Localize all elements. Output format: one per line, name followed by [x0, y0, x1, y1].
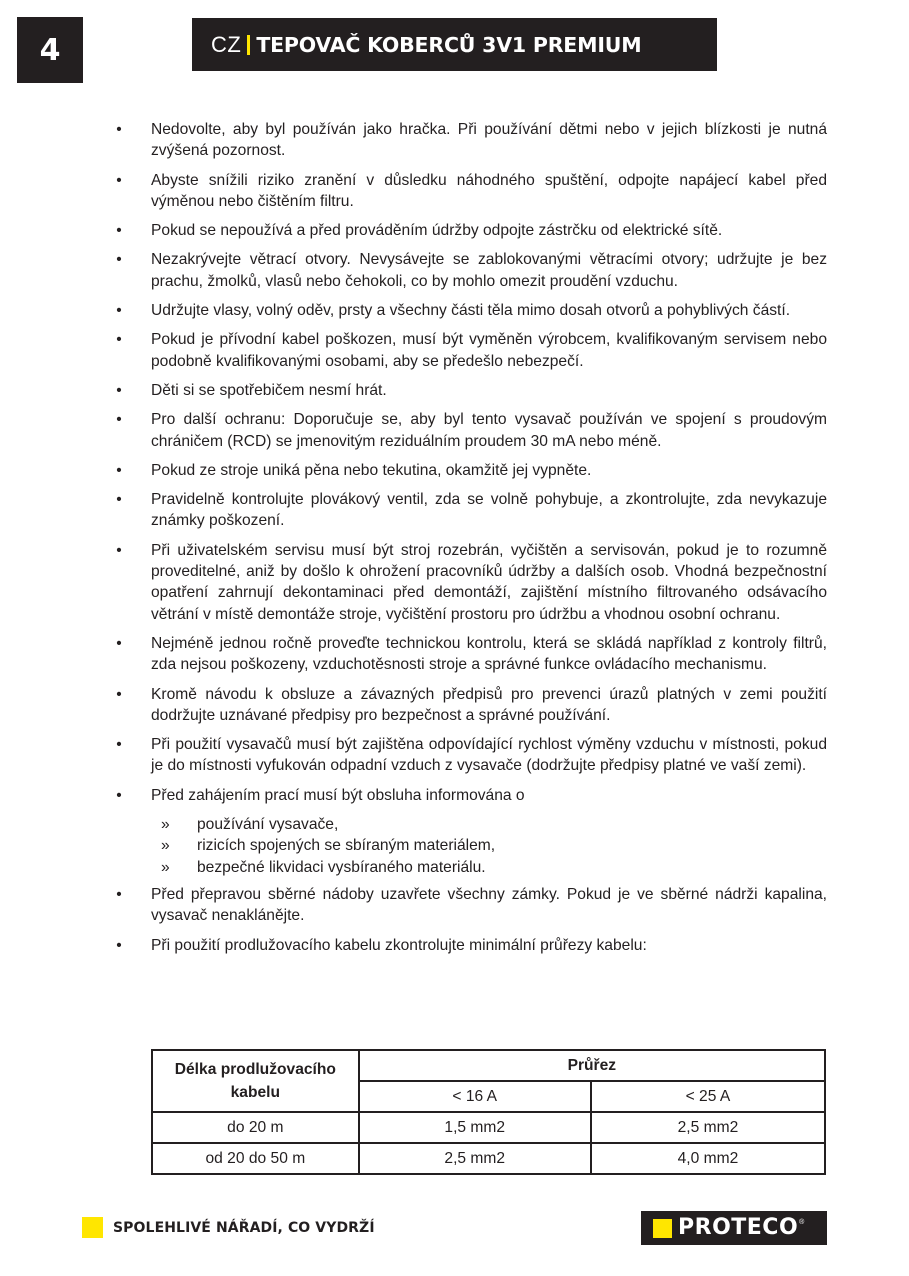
table-row: [152, 1112, 825, 1143]
bullet-icon: •: [116, 461, 122, 479]
yellow-separator: [247, 35, 250, 55]
list-item-text: Pravidelně kontrolujte plovákový ventil, zda se volně pohybuje, a zkontrolujte, zda nevykazuje známky poškození.: [151, 491, 827, 530]
sub-list-item: [151, 835, 827, 856]
double-chevron-icon: »: [161, 816, 170, 834]
sub-list: [151, 814, 827, 878]
proteco-logo: [641, 1211, 827, 1245]
list-item: [117, 684, 827, 727]
bullet-icon: •: [116, 121, 122, 138]
sub-list-item: [151, 857, 827, 878]
table-row: [152, 1143, 825, 1174]
list-item-text: Pokud se nepoužívá a před prováděním údržby odpojte zástrčku od elektrické sítě.: [151, 222, 723, 240]
double-chevron-icon: »: [161, 858, 170, 876]
list-item: [117, 540, 827, 625]
list-item-text: Kromě návodu k obsluze a závazných předpisů pro prevenci úrazů platných v zemi použití dodržujte uznávané předpisy pro bezpečnost a správné používání.: [151, 685, 827, 724]
bullet-icon: •: [116, 331, 122, 349]
subheader-16a: < 16 A: [359, 1081, 591, 1112]
list-item-text: Abyste snížili riziko zranění v důsledku náhodného spuštění, odpojte napájecí kabel před výměnou nebo čištěním filtru.: [151, 171, 827, 210]
bullet-icon: •: [116, 222, 122, 240]
header-cross-section: Průřez: [359, 1050, 825, 1081]
bullet-icon: •: [116, 936, 122, 954]
list-item-text: Nezakrývejte větrací otvory. Nevysávejte se zablokovanými větracími otvory; udržujte je bez prachu, žmolků, vlasů nebo čehokoli, co by mohlo omezit proudění vzduchu.: [151, 251, 827, 290]
list-item: [117, 785, 827, 878]
bullet-icon: •: [116, 685, 122, 703]
list-item: [117, 220, 827, 241]
list-item: [117, 249, 827, 292]
list-item: [117, 329, 827, 372]
table-cell: do 20 m: [152, 1112, 359, 1143]
sub-list-item: [151, 814, 827, 835]
table-header-row: [152, 1050, 825, 1081]
logo-yellow-square-icon: [653, 1219, 672, 1238]
list-item-text: Před přepravou sběrné nádoby uzavřete všechny zámky. Pokud je ve sběrné nádrži kapalina, vysavač nenaklánějte.: [151, 885, 827, 925]
bullet-icon: •: [116, 381, 122, 399]
list-item: [117, 170, 827, 213]
bullet-icon: •: [116, 786, 122, 804]
footer-slogan: [82, 1217, 375, 1238]
language-code: CZ: [211, 31, 242, 57]
yellow-square-icon: [82, 1217, 103, 1238]
list-item: [117, 489, 827, 532]
subheader-25a: < 25 A: [591, 1081, 825, 1112]
double-chevron-icon: »: [161, 837, 170, 855]
list-item: [117, 300, 827, 321]
list-item-text: Pokud je přívodní kabel poškozen, musí být vyměněn výrobcem, kvalifikovaným servisem nebo podobně kvalifikovanými osobami, aby se předešlo nebezpečí.: [151, 331, 827, 370]
list-item-text: Při použití vysavačů musí být zajištěna odpovídající rychlost výměny vzduchu v místnosti, pokud je do místnosti vyfukován odpadní vzduch z vysavače (dodržujte předpisy platné ve vaší zemi).: [151, 736, 827, 775]
table-cell: od 20 do 50 m: [152, 1143, 359, 1174]
logo-text: PROTECO: [678, 1215, 799, 1240]
list-item-text: Před zahájením prací musí být obsluha informována o: [151, 786, 525, 804]
list-item: [117, 633, 827, 676]
table-cell: 4,0 mm2: [591, 1143, 825, 1174]
header-cable-length: Délka prodlužovacího kabelu: [152, 1050, 359, 1112]
slogan-text: SPOLEHLIVÉ NÁŘADÍ, CO VYDRŽÍ: [113, 1219, 375, 1236]
list-item: [117, 935, 827, 956]
bullet-icon: •: [116, 736, 122, 754]
list-item-text: Děti si se spotřebičem nesmí hrát.: [151, 381, 387, 399]
page-number: 4: [17, 17, 83, 83]
page-title: TEPOVAČ KOBERCŮ 3V1 PREMIUM: [256, 32, 642, 57]
page-header: [192, 18, 717, 71]
list-item-text: Nejméně jednou ročně proveďte technickou kontrolu, která se skládá například z kontroly filtrů, zda nejsou poškozeny, vzduchotěsnosti stroje a správné funkce ovládacího mechanismu.: [151, 634, 827, 674]
list-item: [117, 460, 827, 481]
bullet-icon: •: [116, 411, 122, 429]
list-item: [117, 380, 827, 401]
list-item-text: Pro další ochranu: Doporučuje se, aby byl tento vysavač používán ve spojení s proudovým chráničem (RCD) se jmenovitým reziduálním proudem 30 mA nebo méně.: [151, 411, 827, 450]
safety-instructions-list: [117, 119, 827, 964]
list-item-text: Udržujte vlasy, volný oděv, prsty a všechny části těla mimo dosah otvorů a pohyblivých částí.: [151, 302, 791, 320]
bullet-icon: •: [116, 541, 122, 559]
bullet-icon: •: [116, 251, 122, 269]
table-cell: 2,5 mm2: [359, 1143, 591, 1174]
sub-list-item-text: používání vysavače,: [197, 816, 339, 834]
table-cell: 2,5 mm2: [591, 1112, 825, 1143]
list-item-text: Při uživatelském servisu musí být stroj rozebrán, vyčištěn a servisován, pokud je to rozumně proveditelné, aniž by došlo k ohrožení pracovníků údržby a dalších osob. Vhodná bezpečnostní opatření zahrnují dekontaminaci před demontáží, zajištění místního filtrovaného odsávacího větrání v místě demontáže stroje, vyčištění prostoru pro údržbu a vhodnou osobní ochranu.: [151, 541, 827, 623]
bullet-icon: •: [116, 491, 122, 509]
list-item: [117, 119, 827, 162]
list-item: [117, 409, 827, 452]
list-item: [117, 884, 827, 927]
bullet-icon: •: [116, 171, 122, 189]
list-item: [117, 734, 827, 777]
registered-trademark-icon: ®: [799, 1219, 805, 1226]
cable-cross-section-table: [151, 1049, 826, 1175]
list-item-text: Nedovolte, aby byl používán jako hračka. Při používání dětmi nebo v jejich blízkosti je nutná zvýšená pozornost.: [151, 121, 827, 160]
list-item-text: Pokud ze stroje uniká pěna nebo tekutina, okamžitě jej vypněte.: [151, 461, 592, 479]
bullet-icon: •: [116, 634, 122, 652]
bullet-icon: •: [116, 302, 122, 320]
sub-list-item-text: rizicích spojených se sbíraným materiálem,: [197, 837, 496, 855]
bullet-icon: •: [116, 885, 122, 903]
list-item-text: Při použití prodlužovacího kabelu zkontrolujte minimální průřezy kabelu:: [151, 936, 647, 954]
table-cell: 1,5 mm2: [359, 1112, 591, 1143]
sub-list-item-text: bezpečné likvidaci vysbíraného materiálu.: [197, 858, 486, 876]
